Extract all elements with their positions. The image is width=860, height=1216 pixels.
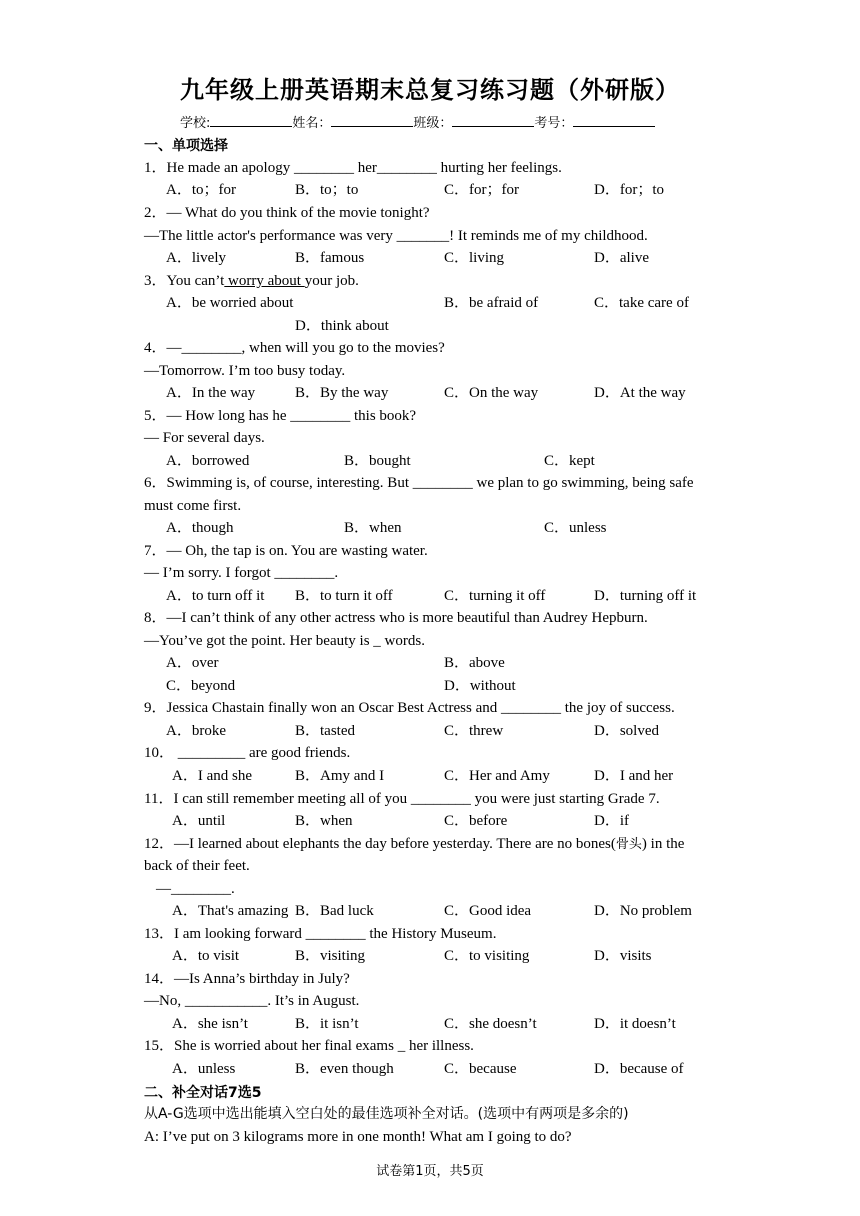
question-12-response: —________. [156,881,235,897]
class-label: 班级： [413,116,453,131]
q1-option-a: A．to；for [166,182,236,198]
q4-option-d: D．At the way [594,385,686,401]
q7-option-b: B．to turn it off [295,588,393,604]
question-12 [144,835,684,854]
q8-option-a: A．over [166,655,219,671]
school-blank [210,113,292,127]
q13-option-b: B．visiting [295,948,366,964]
q12-text-after: ) in the [641,836,685,852]
q11-option-d: D．if [594,813,629,829]
question-14-response: —No, ___________. It’s in August. [144,993,360,1009]
q5-option-a: A．borrowed [166,453,250,469]
section-heading-1: 一、单项选择 [144,138,228,154]
question-4: 4．—________, when will you go to the movies? [144,340,445,356]
q5-option-b: B．bought [344,453,411,469]
q8-option-d: D．without [444,678,516,694]
question-9: 9．Jessica Chastain finally won an Oscar Best Actress and ________ the joy of success. [144,700,675,716]
q12-option-d: D．No problem [594,903,692,919]
question-4-response: —Tomorrow. I’m too busy today. [144,363,346,379]
q7-option-a: A．to turn off it [166,588,265,604]
q14-option-d: D．it doesn’t [594,1016,676,1032]
q12-text-before: 12．—I learned about elephants the day before yesterday. There are no bones( [144,836,616,852]
q9-option-a: A．broke [166,723,226,739]
q7-option-c: C．turning it off [444,588,546,604]
question-2: 2．— What do you think of the movie tonight? [144,205,430,221]
q11-option-b: B．when [295,813,353,829]
q3-option-a: A．be worried about [166,295,294,311]
q3-underlined-phrase: worry about [224,273,305,289]
q9-option-b: B．tasted [295,723,355,739]
question-10: 10． _________ are good friends. [144,745,351,761]
q4-option-c: C．On the way [444,385,539,401]
q12-option-a: A．That's amazing [172,903,289,919]
q2-option-b: B．famous [295,250,365,266]
q3-text-before: 3．You can’t [144,273,225,289]
question-7: 7．— Oh, the tap is on. You are wasting water. [144,543,428,559]
question-8: 8．—I can’t think of any other actress who is more beautiful than Audrey Hepburn. [144,610,648,626]
q12-chinese-gloss: 骨头 [615,837,642,852]
q15-option-b: B．even though [295,1061,394,1077]
q10-option-c: C．Her and Amy [444,768,550,784]
q15-option-d: D．because of [594,1061,684,1077]
q2-option-a: A．lively [166,250,226,266]
q7-option-d: D．turning off it [594,588,697,604]
q5-option-c: C．kept [544,453,595,469]
q10-option-a: A．I and she [172,768,252,784]
question-5-response: — For several days. [144,430,265,446]
q3-option-b: B．be afraid of [444,295,539,311]
q15-option-c: C．because [444,1061,517,1077]
q9-option-d: D．solved [594,723,659,739]
q3-option-c: C．take care of [594,295,689,311]
q10-option-d: D．I and her [594,768,674,784]
q11-option-a: A．until [172,813,226,829]
question-13: 13．I am looking forward ________ the History Museum. [144,926,497,942]
dialogue-line-1: A: I’ve put on 3 kilograms more in one month! What am I going to do? [144,1129,572,1145]
q9-option-c: C．threw [444,723,504,739]
page-title: 九年级上册英语期末总复习练习题（外研版） [180,76,680,104]
q4-option-a: A．In the way [166,385,256,401]
q1-option-d: D．for；to [594,182,664,198]
question-5: 5．— How long has he ________ this book? [144,408,417,424]
q6-option-c: C．unless [544,520,607,536]
q14-option-c: C．she doesn’t [444,1016,537,1032]
section-heading-2: 二、补全对话7选5 [144,1085,262,1101]
name-blank [331,113,413,127]
q3-option-d: D．think about [295,318,389,334]
question-2-response: —The little actor's performance was very _______! It reminds me of my childhood. [144,228,648,244]
student-info-row [180,112,655,132]
q12-option-b: B．Bad luck [295,903,374,919]
q1-option-b: B．to；to [295,182,359,198]
q2-option-c: C．living [444,250,505,266]
name-label: 姓名： [292,116,332,131]
question-6: 6．Swimming is, of course, interesting. But ________ we plan to go swimming, being safe [144,475,694,491]
question-8-response: —You’ve got the point. Her beauty is _ words. [144,633,425,649]
q1-option-c: C．for；for [444,182,519,198]
section-2-instructions: 从A-G选项中选出能填入空白处的最佳选项补全对话。(选项中有两项是多余的) [144,1106,629,1122]
q8-option-b: B．above [444,655,505,671]
q6-option-a: A．though [166,520,234,536]
question-6-continued: must come first. [144,498,242,514]
q12-option-c: C．Good idea [444,903,532,919]
question-3 [144,272,359,290]
q3-text-after: your job. [304,273,359,289]
question-14: 14．—Is Anna’s birthday in July? [144,971,350,987]
number-blank [573,113,655,127]
school-label: 学校: [180,116,211,131]
number-label: 考号： [534,116,574,131]
question-7-response: — I’m sorry. I forgot ________. [144,565,339,581]
page-footer: 试卷第1页，共5页 [376,1164,484,1179]
q13-option-d: D．visits [594,948,652,964]
q13-option-c: C．to visiting [444,948,530,964]
q14-option-a: A．she isn’t [172,1016,248,1032]
q11-option-c: C．before [444,813,508,829]
q2-option-d: D．alive [594,250,649,266]
class-blank [452,113,534,127]
q6-option-b: B．when [344,520,402,536]
q8-option-c: C．beyond [166,678,236,694]
q15-option-a: A．unless [172,1061,236,1077]
question-1: 1．He made an apology ________ her________ hurting her feelings. [144,160,562,176]
q13-option-a: A．to visit [172,948,240,964]
question-15: 15．She is worried about her final exams _ her illness. [144,1038,474,1054]
question-12-continued: back of their feet. [144,858,250,874]
q14-option-b: B．it isn’t [295,1016,359,1032]
question-11: 11．I can still remember meeting all of you ________ you were just starting Grade 7. [144,791,660,807]
q4-option-b: B．By the way [295,385,389,401]
q10-option-b: B．Amy and I [295,768,385,784]
